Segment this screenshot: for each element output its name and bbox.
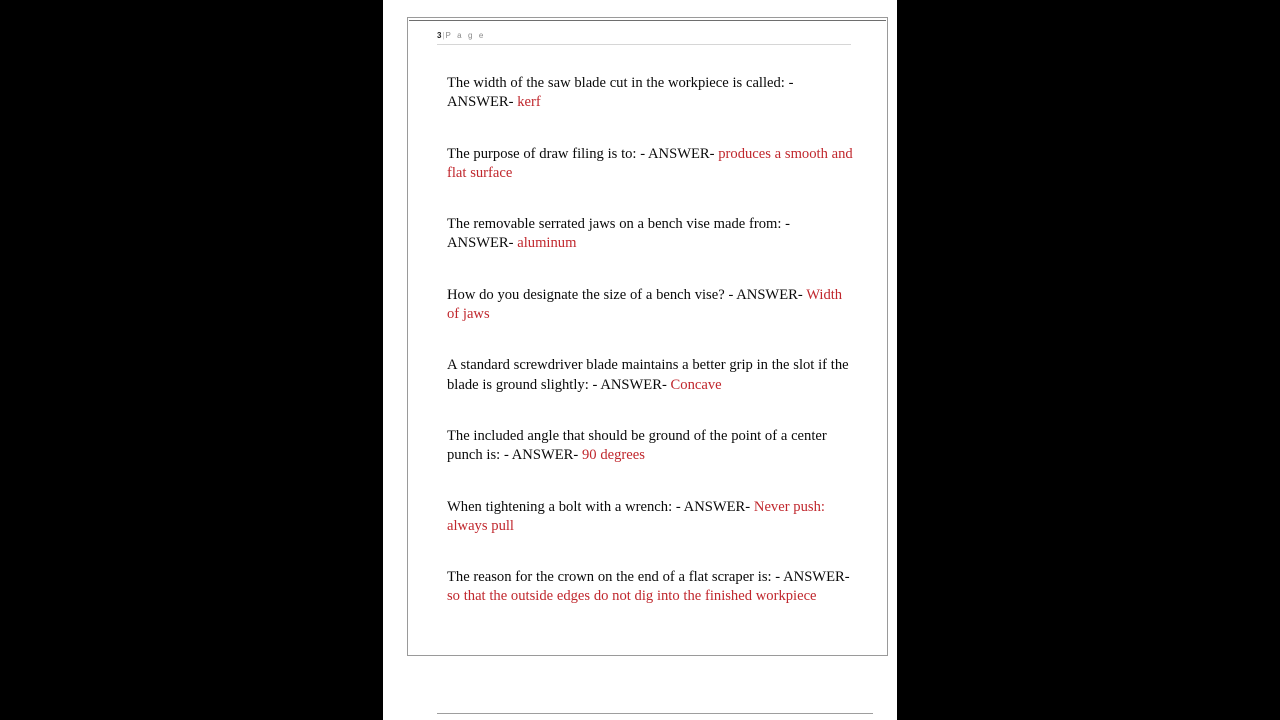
answer-text: Concave	[670, 376, 722, 393]
qa-item	[447, 215, 857, 254]
answer-text: 90 degrees	[581, 447, 645, 464]
document-page[interactable]	[407, 17, 888, 656]
answer-text: Never push: always pull	[447, 498, 825, 534]
next-page-top-rule	[437, 713, 873, 714]
letterbox-bar-right	[897, 0, 1280, 720]
question-text: The width of the saw blade cut in the workpiece is called: - ANSWER-	[447, 75, 794, 111]
question-text: A standard screwdriver blade maintains a better grip in the slot if the blade is ground slightly: - ANSWER-	[447, 357, 849, 393]
answer-text: produces a smooth and flat surface	[447, 145, 853, 181]
question-text: How do you designate the size of a bench vise? - ANSWER-	[447, 286, 807, 303]
question-text: The reason for the crown on the end of a flat scraper is: - ANSWER-	[447, 569, 850, 586]
answer-text: so that the outside edges do not dig into the finished workpiece	[447, 588, 817, 605]
page-header-separator: |	[442, 31, 445, 40]
question-text: When tightening a bolt with a wrench: - ANSWER-	[447, 498, 754, 515]
question-text: The purpose of draw filing is to: - ANSWER-	[447, 145, 719, 162]
answer-text: kerf	[517, 94, 541, 111]
qa-item	[447, 74, 857, 113]
page-header-rule	[437, 44, 851, 45]
page-header	[437, 30, 851, 45]
qa-item	[447, 498, 857, 537]
qa-item	[447, 356, 857, 395]
qa-item	[447, 427, 857, 466]
question-text: The included angle that should be ground of the point of a center punch is: - ANSWER-	[447, 427, 827, 464]
document-viewport[interactable]	[383, 0, 897, 720]
qa-item	[447, 145, 857, 184]
question-text: The removable serrated jaws on a bench vise made from: - ANSWER-	[447, 216, 791, 252]
page-header-label	[437, 30, 851, 41]
page-number: 3	[437, 31, 442, 40]
page-word-label: P a g e	[445, 31, 486, 40]
answer-text: aluminum	[517, 235, 577, 252]
answer-text: Width of jaws	[447, 286, 843, 323]
qa-item	[447, 568, 857, 607]
qa-item	[447, 286, 857, 325]
page-top-rule	[409, 20, 886, 21]
letterbox-bar-left	[0, 0, 383, 720]
page-body	[447, 74, 857, 607]
